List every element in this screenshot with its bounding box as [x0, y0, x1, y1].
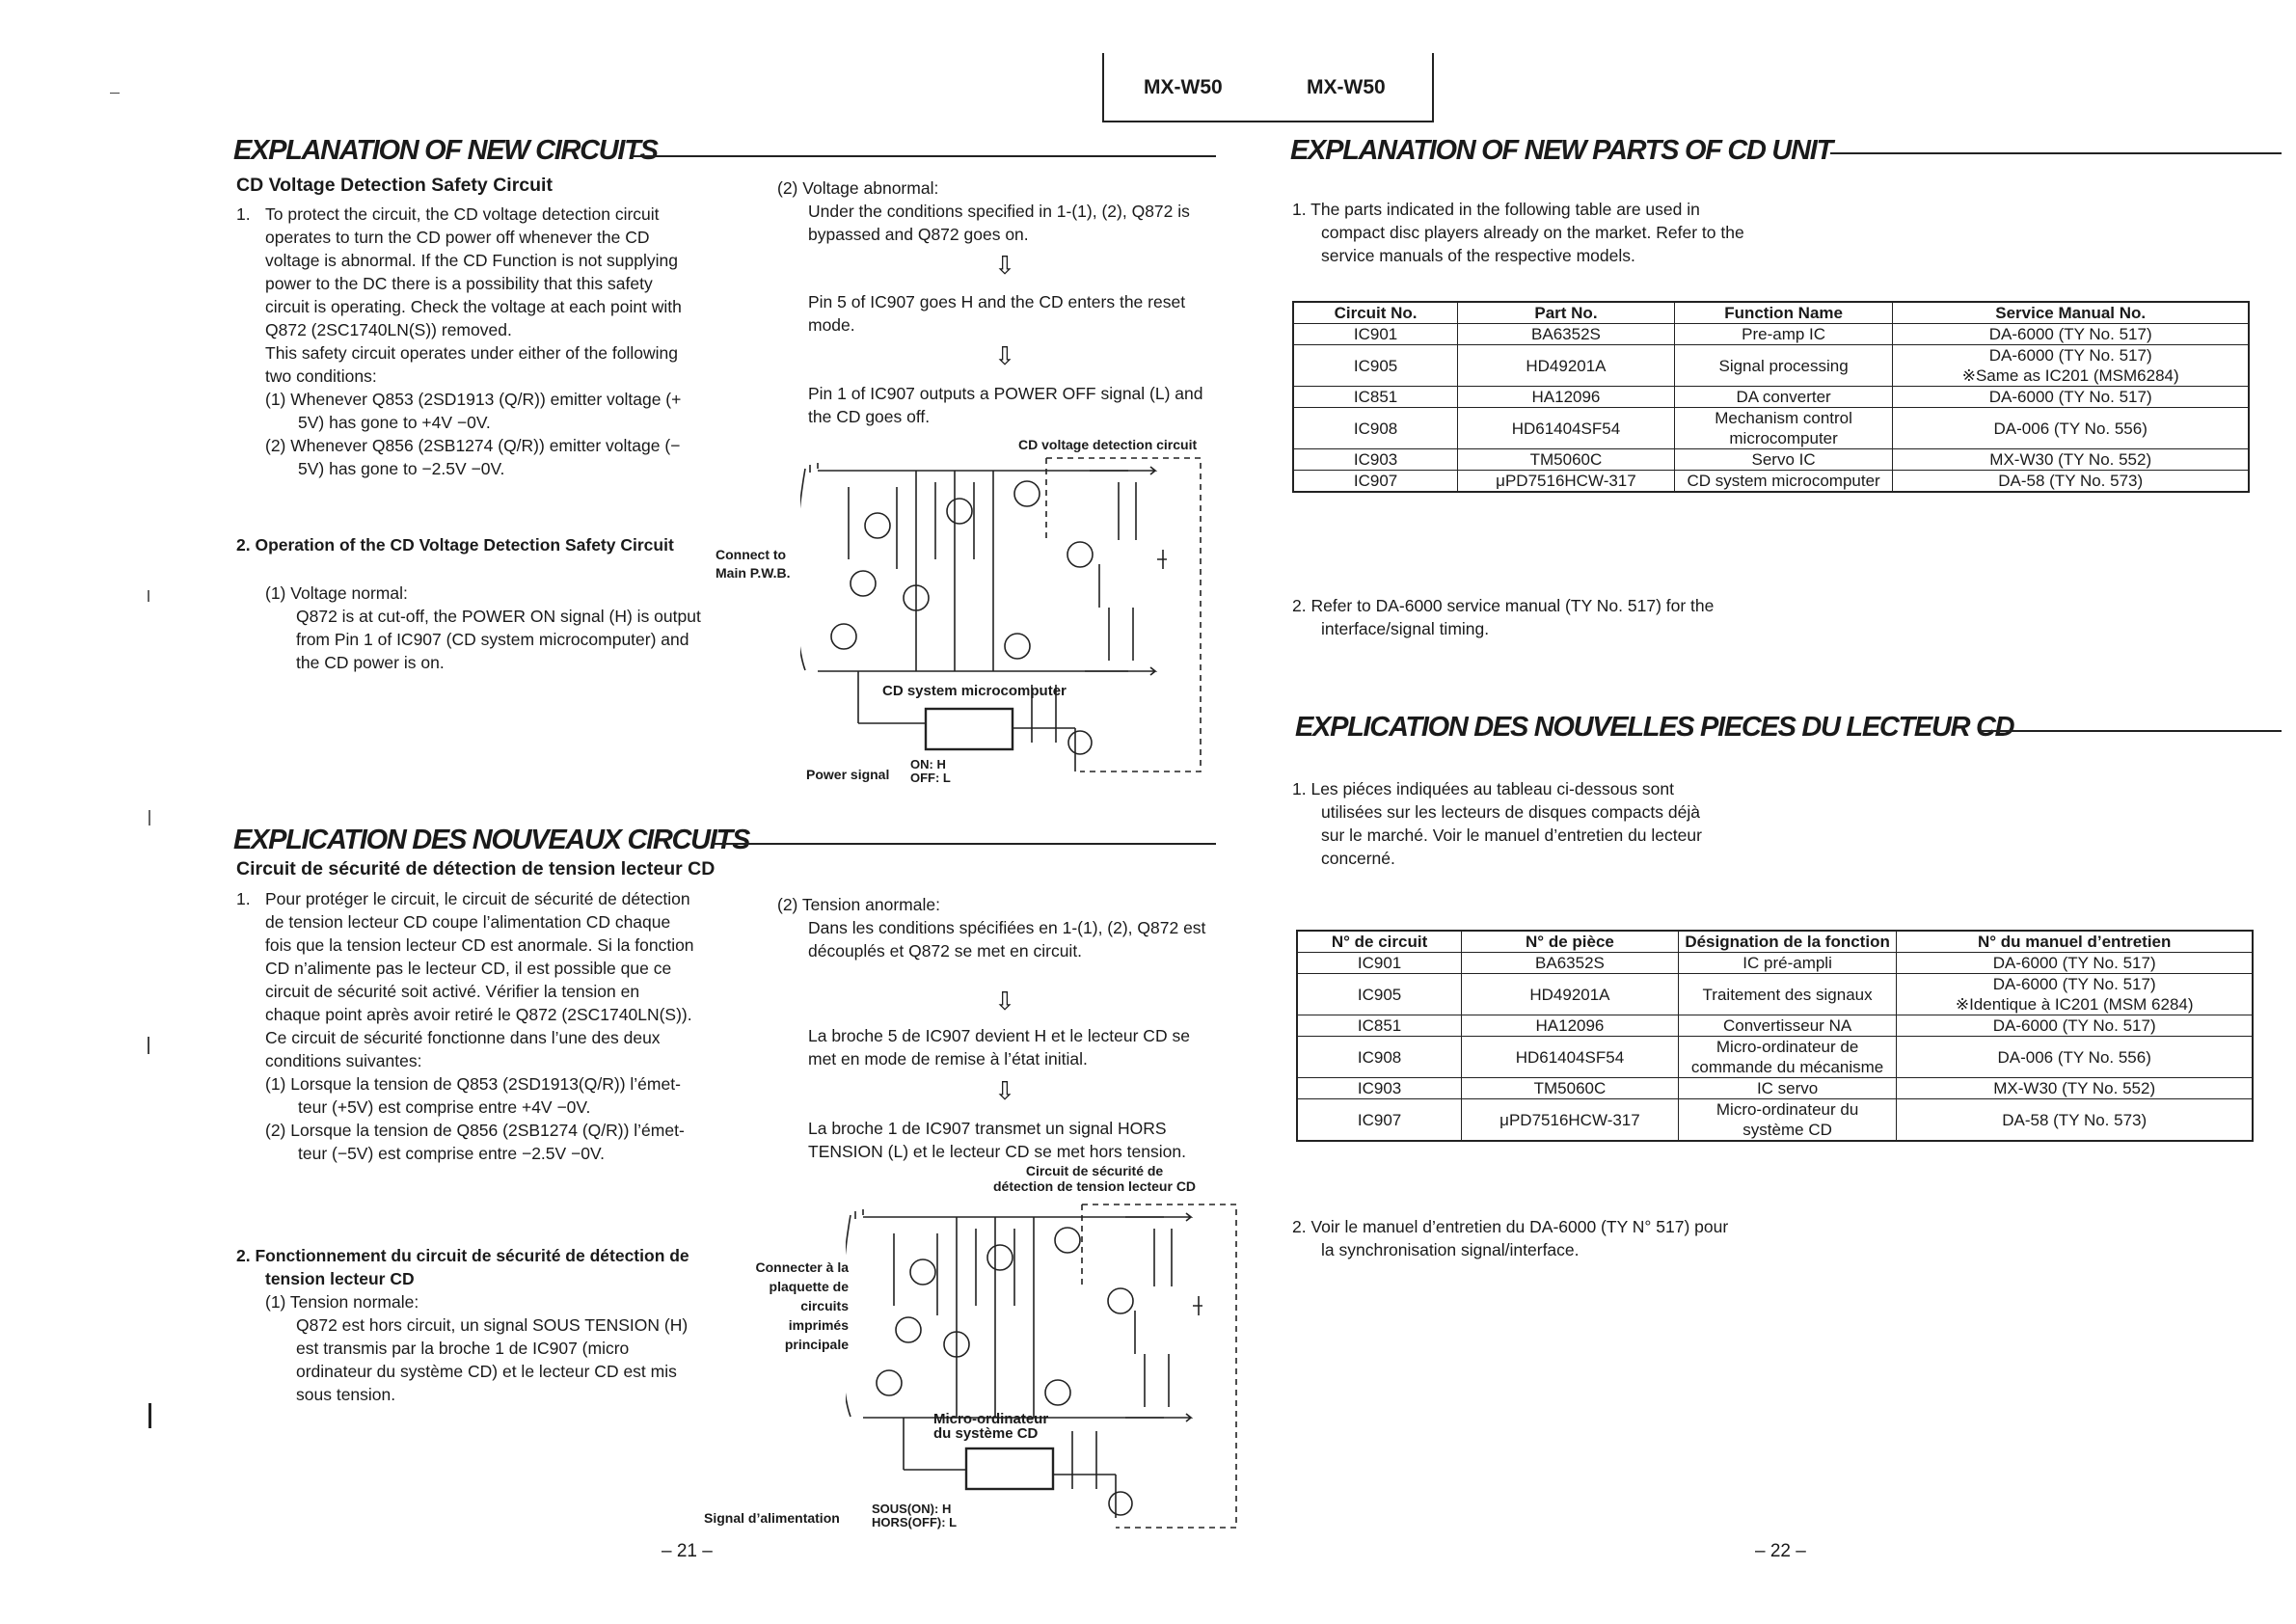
text-line: Ce circuit de sécurité fonctionne dans l’une des deux [265, 1028, 661, 1047]
fr-title-rule [714, 843, 1216, 845]
text-line: two conditions: [265, 366, 377, 386]
text-line: power to the DC there is a possibility that this safety [265, 274, 653, 293]
table-cell: IC851 [1297, 1015, 1462, 1037]
table-cell: HA12096 [1458, 387, 1675, 408]
text-line: (1) Lorsque la tension de Q853 (2SD1913(Q/R)) l’émet- [265, 1074, 681, 1094]
table-cell: HD61404SF54 [1458, 408, 1675, 449]
down-arrow-icon: ⇩ [994, 341, 1015, 370]
column-header: Circuit No. [1293, 302, 1458, 324]
text-line: the CD power is on. [296, 653, 445, 672]
table-cell: Micro-ordinateur du système CD [1678, 1099, 1897, 1142]
table-cell: DA-006 (TY No. 556) [1897, 1037, 2253, 1078]
en-pin5 [808, 290, 1223, 337]
table-row [1293, 345, 2249, 387]
fr-circuit-title [993, 1163, 1196, 1194]
text-line: 5V) has gone to −2.5V −0V. [298, 459, 505, 478]
en-normal-body [296, 605, 709, 674]
text-line: Connecter à la [755, 1259, 849, 1275]
table-header-row [1297, 931, 2253, 953]
en-abnormal [777, 176, 1221, 246]
en-section-title: EXPLANATION OF NEW CIRCUITS [233, 135, 658, 166]
fr-pin5 [808, 1024, 1223, 1070]
table-cell: BA6352S [1462, 953, 1679, 974]
table-cell: IC907 [1297, 1099, 1462, 1142]
text-line: Main P.W.B. [716, 565, 791, 581]
text-line: (2) Whenever Q856 (2SB1274 (Q/R)) emitter voltage (− [265, 436, 681, 455]
text-line: Q872 (2SC1740LN(S)) removed. [265, 320, 512, 339]
column-header: N° du manuel d’entretien [1897, 931, 2253, 953]
fr-para1-num: 1. [236, 889, 251, 908]
table-row [1297, 1015, 2253, 1037]
table-cell: Pre-amp IC [1674, 324, 1893, 345]
text-line: La broche 5 de IC907 devient H et le lecteur CD se [808, 1026, 1190, 1045]
fr-pin1 [808, 1117, 1223, 1163]
column-header: Function Name [1674, 302, 1893, 324]
text-line: CD n’alimente pas le lecteur CD, il est possible que ce [265, 959, 672, 978]
fr-para2-title [236, 1244, 689, 1290]
table-header-row [1293, 302, 2249, 324]
table-cell: IC901 [1297, 953, 1462, 974]
text-line: (2) Tension anormale: [777, 895, 940, 914]
table-cell: μPD7516HCW-317 [1458, 471, 1675, 493]
en-parts-para2 [1292, 594, 1794, 640]
table-cell: HD61404SF54 [1462, 1037, 1679, 1078]
text-line: the CD goes off. [808, 407, 931, 426]
table-row [1293, 408, 2249, 449]
text-line: la synchronisation signal/interface. [1321, 1240, 1580, 1259]
down-arrow-icon: ⇩ [994, 987, 1015, 1015]
text-line: Connect to [716, 547, 787, 562]
fr-on-off-label [872, 1502, 957, 1529]
text-line: (2) Voltage abnormal: [777, 178, 939, 198]
text-line: plaquette de [769, 1279, 849, 1294]
en-on-off-label [910, 758, 951, 785]
text-line: HORS(OFF): L [872, 1515, 958, 1529]
text-line: To protect the circuit, the CD voltage detection circuit [265, 204, 660, 224]
text-line: imprimés [788, 1317, 849, 1333]
text-line: 1. Les piéces indiquées au tableau ci-dessous sont [1292, 779, 1674, 798]
table-cell: BA6352S [1458, 324, 1675, 345]
scan-mark [149, 1403, 151, 1428]
text-line: 1. The parts indicated in the following table are used in [1292, 200, 1700, 219]
page-number-right: – 22 – [1755, 1541, 1806, 1561]
table-cell: DA-006 (TY No. 556) [1893, 408, 2249, 449]
table-cell: Micro-ordinateur de commande du mécanisme [1678, 1037, 1897, 1078]
page-number-left: – 21 – [662, 1541, 713, 1561]
text-line: 2. Voir le manuel d’entretien du DA-6000 (TY N° 517) pour [1292, 1217, 1729, 1236]
table-cell: IC905 [1297, 974, 1462, 1015]
column-header: N° de pièce [1462, 931, 1679, 953]
en-parts-table [1292, 301, 2250, 493]
fr-subtitle: Circuit de sécurité de détection de tension lecteur CD [236, 858, 716, 880]
fr-section-title: EXPLICATION DES NOUVEAUX CIRCUITS [233, 825, 750, 855]
table-cell: IC908 [1297, 1037, 1462, 1078]
text-line: ordinateur du système CD) et le lecteur CD est mis [296, 1362, 677, 1381]
text-line: circuit de sécurité soit activé. Vérifier la tension en [265, 982, 640, 1001]
text-line: est transmis par la broche 1 de IC907 (micro [296, 1339, 630, 1358]
text-line: Q872 is at cut-off, the POWER ON signal (H) is output [296, 607, 701, 626]
text-line: Circuit de sécurité de [1025, 1163, 1164, 1178]
table-cell: IC907 [1293, 471, 1458, 493]
text-line: bypassed and Q872 goes on. [808, 225, 1029, 244]
text-line: sur le marché. Voir le manuel d’entretien du lecteur [1321, 826, 1702, 845]
table-cell: MX-W30 (TY No. 552) [1897, 1078, 2253, 1099]
text-line: service manuals of the respective models. [1321, 246, 1635, 265]
table-row [1293, 387, 2249, 408]
table-row [1293, 324, 2249, 345]
text-line: OFF: L [910, 771, 951, 785]
text-line: conditions suivantes: [265, 1051, 422, 1070]
fr-parts-title: EXPLICATION DES NOUVELLES PIECES DU LECTEUR CD [1295, 712, 2014, 743]
fr-micro-label [933, 1412, 1048, 1441]
text-line: circuit is operating. Check the voltage at each point with [265, 297, 682, 316]
text-line: tension lecteur CD [265, 1269, 415, 1288]
fr-abnormal-body [808, 916, 1230, 962]
table-cell: IC901 [1293, 324, 1458, 345]
column-header: N° de circuit [1297, 931, 1462, 953]
en-connect-label [716, 546, 791, 582]
table-row [1297, 974, 2253, 1015]
text-line: concerné. [1321, 849, 1395, 868]
en-power-signal-label: Power signal [806, 767, 890, 782]
text-line: from Pin 1 of IC907 (CD system microcomputer) and [296, 630, 689, 649]
table-row [1297, 953, 2253, 974]
en-para1-lines [265, 203, 709, 480]
en-para1-num: 1. [236, 204, 251, 224]
table-cell: Mechanism control microcomputer [1674, 408, 1893, 449]
text-line: circuits [800, 1298, 849, 1313]
en-parts-para1 [1292, 198, 1794, 267]
text-line: SOUS(ON): H [872, 1502, 952, 1516]
fr-power-signal-label: Signal d’alimentation [704, 1510, 840, 1526]
table-cell: DA-6000 (TY No. 517) ※Same as IC201 (MSM6284) [1893, 345, 2249, 387]
table-row [1293, 449, 2249, 471]
table-cell: IC pré-ampli [1678, 953, 1897, 974]
text-line: Under the conditions specified in 1-(1), (2), Q872 is [808, 202, 1190, 221]
en-para2-title: 2. Operation of the CD Voltage Detection Safety Circuit [236, 535, 674, 555]
text-line: Pin 5 of IC907 goes H and the CD enters the reset [808, 292, 1186, 311]
table-cell: Signal processing [1674, 345, 1893, 387]
text-line: de tension lecteur CD coupe l’alimentation CD chaque [265, 912, 671, 932]
table-cell: Servo IC [1674, 449, 1893, 471]
text-line: compact disc players already on the market. Refer to the [1321, 223, 1744, 242]
text-line: mode. [808, 315, 855, 335]
fr-parts-para1 [1292, 777, 1794, 870]
en-abnormal-body [808, 200, 1221, 246]
text-line: ON: H [910, 757, 946, 771]
table-cell: HA12096 [1462, 1015, 1679, 1037]
en-circuit-diagram [800, 453, 1225, 791]
table-cell: Traitement des signaux [1678, 974, 1897, 1015]
en-micro-label: CD system microcomputer [882, 683, 1067, 699]
text-line: sous tension. [296, 1385, 396, 1404]
model-left: MX-W50 [1144, 76, 1223, 98]
fr-abnormal [777, 893, 1230, 962]
table-cell: DA-6000 (TY No. 517) [1897, 1015, 2253, 1037]
text-line: Dans les conditions spécifiées en 1-(1), (2), Q872 est [808, 918, 1206, 937]
text-line: du système CD [933, 1425, 1039, 1442]
table-cell: μPD7516HCW-317 [1462, 1099, 1679, 1142]
text-line: utilisées sur les lecteurs de disques compacts déjà [1321, 802, 1700, 822]
fr-normal [265, 1290, 709, 1406]
table-row [1297, 1078, 2253, 1099]
table-cell: IC905 [1293, 345, 1458, 387]
text-line: teur (−5V) est comprise entre −2.5V −0V. [298, 1144, 605, 1163]
table-cell: IC851 [1293, 387, 1458, 408]
table-cell: DA-6000 (TY No. 517) [1893, 387, 2249, 408]
table-cell: IC903 [1293, 449, 1458, 471]
text-line: voltage is abnormal. If the CD Function is not supplying [265, 251, 678, 270]
text-line: fois que la tension lecteur CD est anormale. Si la fonction [265, 935, 694, 955]
column-header: Part No. [1458, 302, 1675, 324]
table-row [1297, 1099, 2253, 1142]
text-line: met en mode de remise à l’état initial. [808, 1049, 1088, 1069]
table-cell: TM5060C [1462, 1078, 1679, 1099]
table-cell: IC servo [1678, 1078, 1897, 1099]
table-cell: DA-58 (TY No. 573) [1893, 471, 2249, 493]
table-cell: DA-6000 (TY No. 517) [1897, 953, 2253, 974]
scan-mark [148, 590, 149, 602]
fr-connect-label [733, 1258, 849, 1354]
table-cell: HD49201A [1462, 974, 1679, 1015]
table-row [1293, 471, 2249, 493]
scan-mark [148, 1037, 149, 1054]
text-line: (1) Tension normale: [265, 1292, 419, 1312]
fr-parts-rule [1981, 730, 2282, 732]
table-cell: IC903 [1297, 1078, 1462, 1099]
fr-parts-para2 [1292, 1215, 1832, 1261]
en-pin1 [808, 382, 1223, 428]
text-line: interface/signal timing. [1321, 619, 1490, 638]
down-arrow-icon: ⇩ [994, 251, 1015, 280]
en-parts-title: EXPLANATION OF NEW PARTS OF CD UNIT [1290, 135, 1832, 166]
text-line: Pin 1 of IC907 outputs a POWER OFF signal (L) and [808, 384, 1203, 403]
fr-circuit-diagram [846, 1200, 1251, 1537]
text-line: principale [784, 1337, 849, 1352]
table-row [1297, 1037, 2253, 1078]
en-circuit-title: CD voltage detection circuit [1018, 437, 1198, 452]
text-line: This safety circuit operates under either of the following [265, 343, 678, 363]
model-right: MX-W50 [1307, 76, 1386, 98]
column-header: Désignation de la fonction [1678, 931, 1897, 953]
en-subtitle: CD Voltage Detection Safety Circuit [236, 175, 553, 196]
table-cell: CD system microcomputer [1674, 471, 1893, 493]
en-normal [265, 582, 709, 674]
text-line: chaque point après avoir retiré le Q872 (2SC1740LN(S)). [265, 1005, 692, 1024]
text-line: découplés et Q872 se met en circuit. [808, 941, 1083, 961]
text-line: Pour protéger le circuit, le circuit de sécurité de détection [265, 889, 690, 908]
text-line: (1) Voltage normal: [265, 583, 408, 603]
table-cell: TM5060C [1458, 449, 1675, 471]
text-line: (2) Lorsque la tension de Q856 (2SB1274 (Q/R)) l’émet- [265, 1121, 685, 1140]
text-line: teur (+5V) est comprise entre +4V −0V. [298, 1097, 591, 1117]
en-parts-rule [1830, 152, 2282, 154]
scan-mark [149, 810, 150, 826]
en-title-rule [632, 155, 1216, 157]
table-cell: DA-6000 (TY No. 517) [1893, 324, 2249, 345]
text-line: 2. Fonctionnement du circuit de sécurité de détection de [236, 1246, 689, 1265]
table-cell: DA-58 (TY No. 573) [1897, 1099, 2253, 1142]
table-cell: Convertisseur NA [1678, 1015, 1897, 1037]
text-line: Q872 est hors circuit, un signal SOUS TENSION (H) [296, 1315, 689, 1335]
text-line: 2. Refer to DA-6000 service manual (TY No. 517) for the [1292, 596, 1715, 615]
text-line: détection de tension lecteur CD [993, 1178, 1197, 1194]
fr-normal-body [296, 1313, 709, 1406]
fr-parts-table [1296, 930, 2254, 1142]
table-cell: MX-W30 (TY No. 552) [1893, 449, 2249, 471]
table-cell: HD49201A [1458, 345, 1675, 387]
fr-para1-lines [265, 887, 709, 1165]
text-line: (1) Whenever Q853 (2SD1913 (Q/R)) emitter voltage (+ [265, 390, 682, 409]
table-cell: IC908 [1293, 408, 1458, 449]
down-arrow-icon: ⇩ [994, 1076, 1015, 1105]
column-header: Service Manual No. [1893, 302, 2249, 324]
text-line: La broche 1 de IC907 transmet un signal HORS [808, 1119, 1167, 1138]
text-line: Micro-ordinateur [933, 1411, 1049, 1427]
table-cell: DA-6000 (TY No. 517) ※Identique à IC201 (MSM 6284) [1897, 974, 2253, 1015]
table-cell: DA converter [1674, 387, 1893, 408]
text-line: 5V) has gone to +4V −0V. [298, 413, 491, 432]
scan-mark [110, 93, 120, 94]
text-line: TENSION (L) et le lecteur CD se met hors tension. [808, 1142, 1186, 1161]
text-line: operates to turn the CD power off whenever the CD [265, 228, 650, 247]
